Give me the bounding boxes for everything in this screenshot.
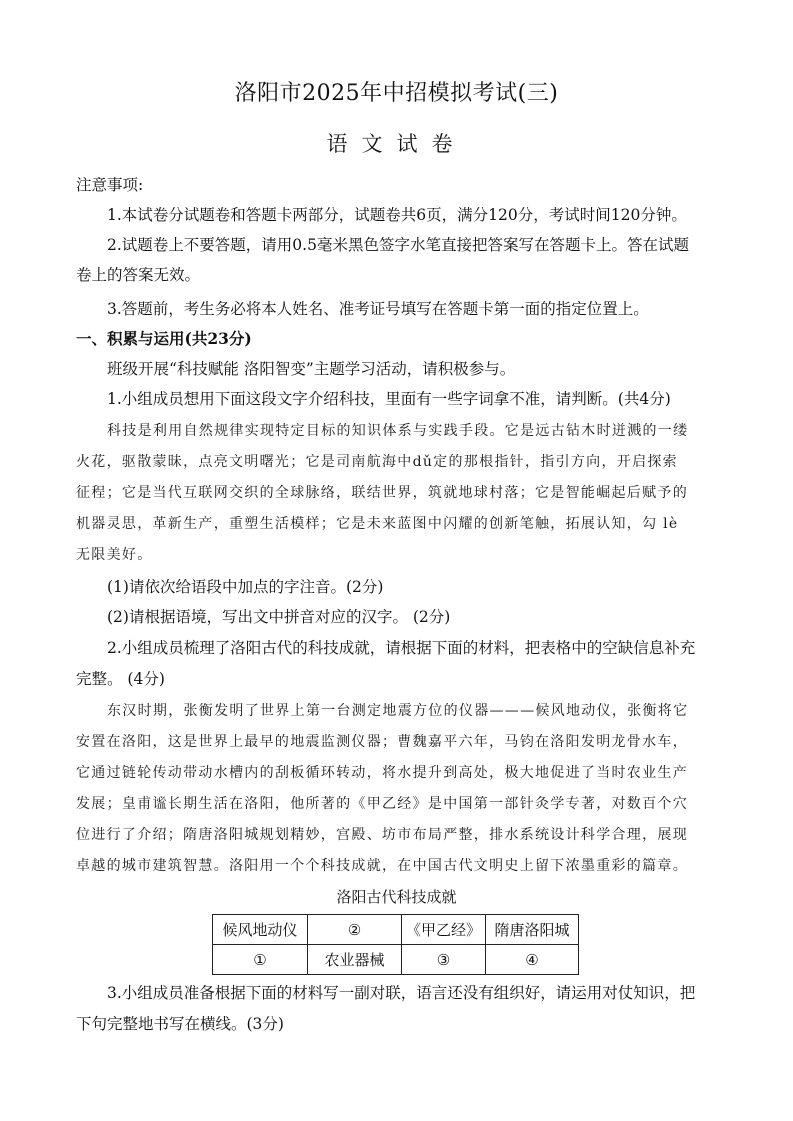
section-1-intro: 班级开展“科技赋能 洛阳智变”主题学习活动，请积极参与。 bbox=[107, 360, 516, 378]
table-cell: ① bbox=[213, 945, 308, 975]
q2-passage-line: 位进行了介绍；隋唐洛阳城规划精妙，宫殿、坊市布局严整，排水系统设计科学合理，展现 bbox=[76, 827, 688, 843]
q1-passage-line: 征程；它是当代互联网交织的全球脉络，联结世界，筑就地球村落；它是智能崛起后赋予的 bbox=[76, 485, 688, 501]
table-cell: ② bbox=[308, 915, 402, 945]
table-cell: ③ bbox=[402, 945, 486, 975]
q1-passage-line: 机器灵思，革新生产，重塑生活模样；它是未来蓝图中闪耀的创新笔触，拓展认知，勾 lè bbox=[76, 516, 679, 532]
q2-passage-line: 安置在洛阳，这是世界上最早的地震监测仪器；曹魏嘉平六年，马钧在洛阳发明龙骨水车， bbox=[76, 734, 688, 750]
table-cell: 候风地动仪 bbox=[213, 915, 308, 945]
q1-passage-line: 火花，驱散蒙昧，点亮文明曙光；它是司南航海中dǔ定的那根指针，指引方向，开启探索 bbox=[76, 454, 678, 470]
question-3-prompt-line-1: 3.小组成员准备根据下面的材料写一副对联，语言还没有组织好，请运用对仗知识，把 bbox=[107, 984, 696, 1002]
question-1-prompt: 1.小组成员想用下面这段文字介绍科技，里面有一些字词拿不准，请判断。(共4分) bbox=[107, 390, 671, 408]
question-2-prompt-line-1: 2.小组成员梳理了洛阳古代的科技成就，请根据下面的材料，把表格中的空缺信息补充 bbox=[107, 639, 696, 657]
q2-passage-line: 它通过链轮传动带动水槽内的刮板循环转动，将水提升到高处，极大地促进了当时农业生产 bbox=[76, 765, 688, 781]
table-cell: 隋唐洛阳城 bbox=[486, 915, 579, 945]
q2-passage-line: 发展；皇甫谧长期生活在洛阳，他所著的《甲乙经》是中国第一部针灸学专著，对数百个穴 bbox=[76, 796, 688, 812]
notice-item-2-line-2: 卷上的答案无效。 bbox=[76, 266, 201, 284]
question-3-prompt-line-2: 下句完整地书写在横线。(3分) bbox=[76, 1015, 284, 1033]
section-1-heading: 一、积累与运用(共23分) bbox=[76, 329, 252, 348]
table-row bbox=[213, 915, 579, 945]
q1-passage-line: 无限美好。 bbox=[76, 547, 153, 563]
question-1-sub-1: (1)请依次给语段中加点的字注音。(2分) bbox=[107, 578, 384, 596]
table-cell: 农业器械 bbox=[308, 945, 402, 975]
table-row bbox=[213, 945, 579, 975]
question-2-prompt-line-2: 完整。 (4分) bbox=[76, 670, 165, 688]
notice-item-1: 1.本试卷分试题卷和答题卡两部分，试题卷共6页，满分120分，考试时间120分钟。 bbox=[107, 206, 687, 224]
table-cell: ④ bbox=[486, 945, 579, 975]
q1-passage-line: 科技是利用自然规律实现特定目标的知识体系与实践手段。它是远古钻木时迸溅的一缕 bbox=[107, 423, 689, 439]
exam-title: 洛阳市2025年中招模拟考试(三) bbox=[234, 81, 559, 106]
table-cell: 《甲乙经》 bbox=[402, 915, 486, 945]
notice-item-2-line-1: 2.试题卷上不要答题，请用0.5毫米黑色签字水笔直接把答案写在答题卡上。答在试题 bbox=[107, 236, 689, 254]
achievement-table bbox=[212, 914, 579, 975]
notice-heading: 注意事项: bbox=[76, 176, 144, 194]
q2-passage-line: 卓越的城市建筑智慧。洛阳用一个个科技成就，在中国古代文明史上留下浓墨重彩的篇章。 bbox=[76, 858, 688, 874]
table-caption: 洛阳古代科技成就 bbox=[336, 889, 457, 906]
q2-passage-line: 东汉时期，张衡发明了世界上第一台测定地震方位的仪器———候风地动仪，张衡将它 bbox=[107, 703, 689, 719]
question-1-sub-2: (2)请根据语境，写出文中拼音对应的汉字。 (2分) bbox=[107, 608, 451, 626]
notice-item-3: 3.答题前，考生务必将本人姓名、准考证号填写在答题卡第一面的指定位置上。 bbox=[107, 300, 649, 318]
exam-subtitle: 语文试卷 bbox=[326, 132, 467, 156]
